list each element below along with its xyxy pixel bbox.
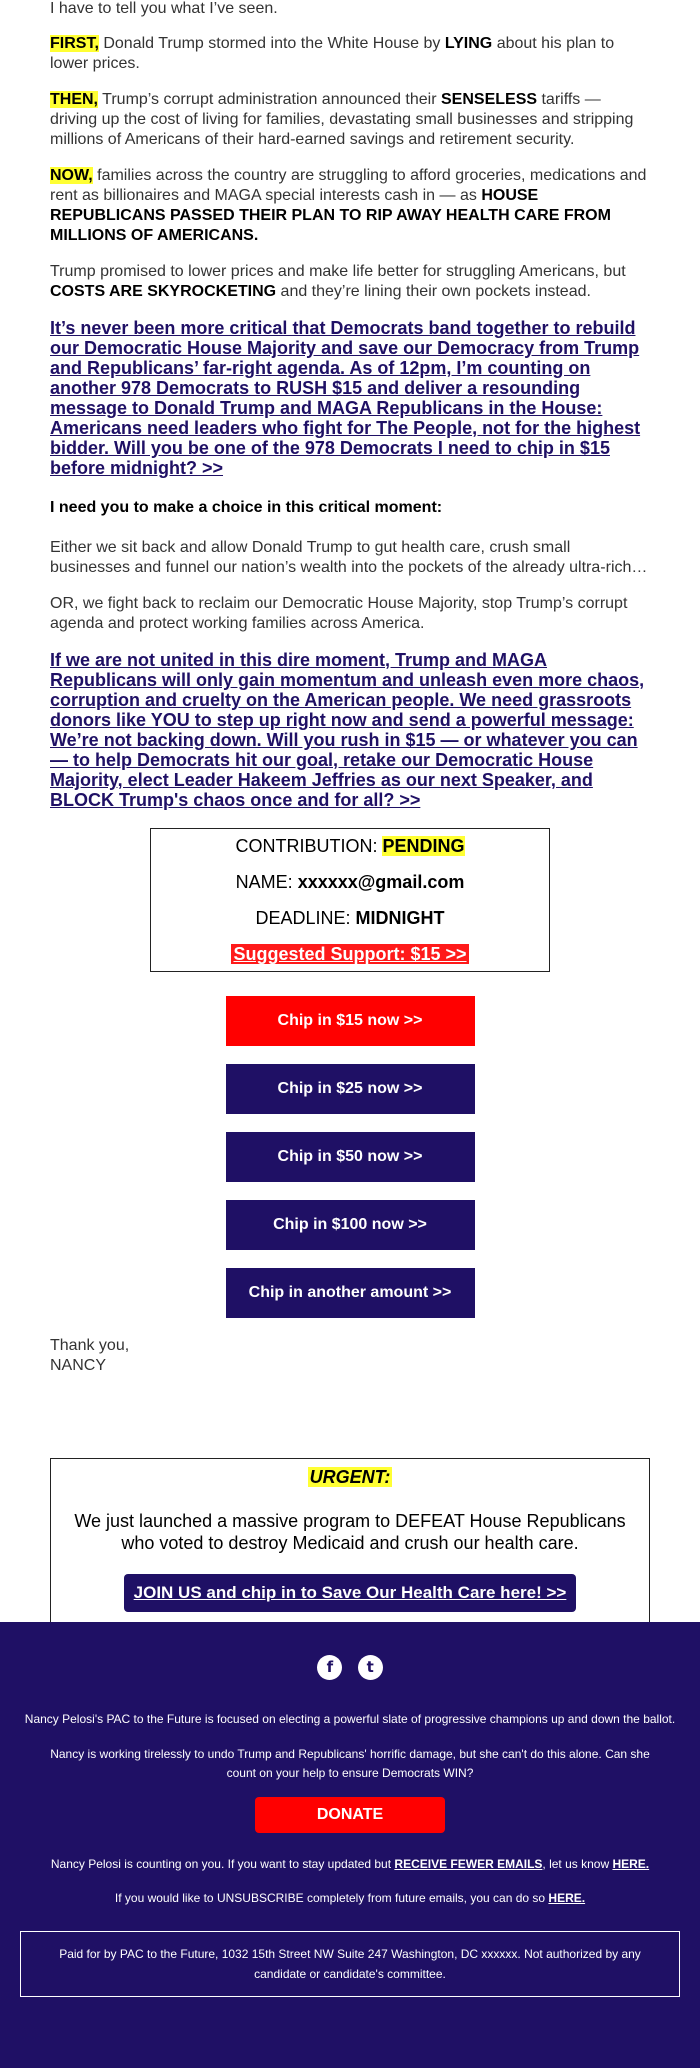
footer-help-text: Nancy is working tirelessly to undo Trump and Republicans' horrific damage, but she can't do this alone. Can she count on your help to ensure Democrats WIN? xyxy=(50,1747,650,1780)
receive-fewer-emails-link[interactable]: RECEIVE FEWER EMAILS xyxy=(394,1857,543,1871)
urgent-tag: URGENT: xyxy=(309,1467,391,1487)
fewer-emails-text: Nancy Pelosi is counting on you. If you want to stay updated but xyxy=(50,1857,395,1871)
paragraph-now-text: families across the country are struggling to afford groceries, medications and rent as billionaires and MAGA special interests cash in — as xyxy=(50,167,647,204)
social-links xyxy=(0,1622,700,1680)
paragraph-either: Either we sit back and allow Donald Trump to gut health care, crush small businesses and funnel our nation’s wealth into the pockets of the already ultra-rich… xyxy=(50,539,648,576)
chip-in-other-button[interactable]: Chip in another amount >> xyxy=(226,1268,475,1318)
donate-link-secondary[interactable]: If we are not united in this dire moment, Trump and MAGA Republicans will only gain momentum and unleash even more chaos, corruption and cruelty on the American people. We need grassroots donors like YOU to step up right now and send a powerful message: We’re not backing down. Will you rush in $15 — or whatever you can — to help Democrats hit our goal, retake our Democratic House Majority, elect Leader Hakeem Jeffries as our next Speaker, and BLOCK Trump's chaos once and for all? >> xyxy=(50,650,645,810)
contribution-label: CONTRIBUTION: xyxy=(235,836,383,856)
chip-in-15-button[interactable]: Chip in $15 now >> xyxy=(226,996,475,1046)
chip-in-100-button[interactable]: Chip in $100 now >> xyxy=(226,1200,475,1250)
signoff-thanks: Thank you, xyxy=(50,1337,130,1354)
urgent-box xyxy=(50,1458,650,1623)
deadline-row xyxy=(151,907,549,929)
suggested-row xyxy=(151,943,549,965)
donate-link-primary[interactable]: It’s never been more critical that Democrats band together to rebuild our Democratic House Majority and save our Democracy from Trump and Republicans’ far-right agenda. As of 12pm, I’m counting on another 978 Democrats to RUSH $15 and deliver a resounding message to Donald Trump and MAGA Republicans in the House: Americans need leaders who fight for The People, not for the highest bidder. Will you be one of the 978 Democrats I need to chip in $15 before midnight? >> xyxy=(50,318,641,478)
twitter-icon[interactable]: t xyxy=(358,1655,383,1680)
chip-in-25-button[interactable]: Chip in $25 now >> xyxy=(226,1064,475,1114)
unsubscribe-here-link[interactable]: HERE. xyxy=(548,1891,586,1905)
suggested-support-link[interactable]: Suggested Support: $15 >> xyxy=(233,944,467,964)
footer-pac-text: Nancy Pelosi's PAC to the Future is focused on electing a powerful slate of progressive champions up and down the ballot. xyxy=(24,1712,676,1726)
donate-buttons xyxy=(50,972,650,1318)
footer-unsubscribe xyxy=(0,1889,700,1907)
contribution-box xyxy=(150,828,550,972)
paragraph-then-text: Trump’s corrupt administration announced their xyxy=(98,91,441,108)
fewer-emails-text-mid: , let us know xyxy=(542,1857,613,1871)
footer xyxy=(0,1622,700,2068)
intro-text: I have to tell you what I’ve seen. xyxy=(50,0,278,17)
paragraph-costs-text: Trump promised to lower prices and make life better for struggling Americans, but xyxy=(50,263,626,280)
chip-in-50-button[interactable]: Chip in $50 now >> xyxy=(226,1132,475,1182)
footer-fewer-emails xyxy=(0,1855,700,1873)
name-row xyxy=(151,871,549,893)
footer-donate-button[interactable]: DONATE xyxy=(255,1797,445,1833)
paragraph-now xyxy=(50,166,650,246)
signoff xyxy=(50,1336,650,1376)
fewer-emails-here-link[interactable]: HERE. xyxy=(612,1857,650,1871)
choice-heading: I need you to make a choice in this critical moment: xyxy=(50,499,443,516)
facebook-icon[interactable]: f xyxy=(317,1655,342,1680)
paragraph-costs-text-end: and they’re lining their own pockets instead. xyxy=(276,283,591,300)
highlight-then: THEN, xyxy=(50,91,98,108)
paragraph-now-bold: HOUSE REPUBLICANS PASSED THEIR PLAN TO RIP AWAY HEALTH CARE FROM MILLIONS OF AMERICANS. xyxy=(50,187,611,244)
paid-for-disclaimer: Paid for by PAC to the Future, 1032 15th Street NW Suite 247 Washington, DC xxxxxx. Not authorized by any candidate or candidate's committee. xyxy=(20,1931,680,1997)
urgent-text: We just launched a massive program to DEFEAT House Republicans who voted to destroy Medicaid and crush our health care. xyxy=(74,1511,626,1553)
paragraph-first-bold: LYING xyxy=(444,35,493,52)
deadline-label: DEADLINE: xyxy=(255,908,356,928)
signoff-name: NANCY xyxy=(50,1357,107,1374)
paragraph-costs-bold: COSTS ARE SKYROCKETING xyxy=(50,283,277,300)
contribution-status: PENDING xyxy=(382,836,465,856)
name-label: NAME: xyxy=(235,872,298,892)
paragraph-first-text-end: about his plan to lower prices. xyxy=(50,35,615,72)
paragraph-then xyxy=(50,90,650,150)
highlight-first: FIRST, xyxy=(50,35,99,52)
name-value: xxxxxx@gmail.com xyxy=(297,872,465,892)
join-us-button[interactable]: JOIN US and chip in to Save Our Health Care here! >> xyxy=(124,1574,577,1612)
deadline-value: MIDNIGHT xyxy=(355,908,445,928)
paragraph-then-bold: SENSELESS xyxy=(441,91,538,108)
contribution-row xyxy=(151,835,549,857)
paragraph-then-text-end: tariffs — driving up the cost of living for families, devastating small businesses and stripping millions of Americans of their hard-earned savings and retirement security. xyxy=(50,91,634,148)
paragraph-or: OR, we fight back to reclaim our Democratic House Majority, stop Trump’s corrupt agenda and protect working families across America. xyxy=(50,595,628,632)
unsubscribe-text: If you would like to UNSUBSCRIBE completely from future emails, you can do so xyxy=(114,1891,549,1905)
paragraph-first-text: Donald Trump stormed into the White House by xyxy=(98,35,445,52)
paragraph-costs xyxy=(50,262,650,302)
paragraph-first xyxy=(50,34,650,74)
highlight-now: NOW, xyxy=(50,167,93,184)
